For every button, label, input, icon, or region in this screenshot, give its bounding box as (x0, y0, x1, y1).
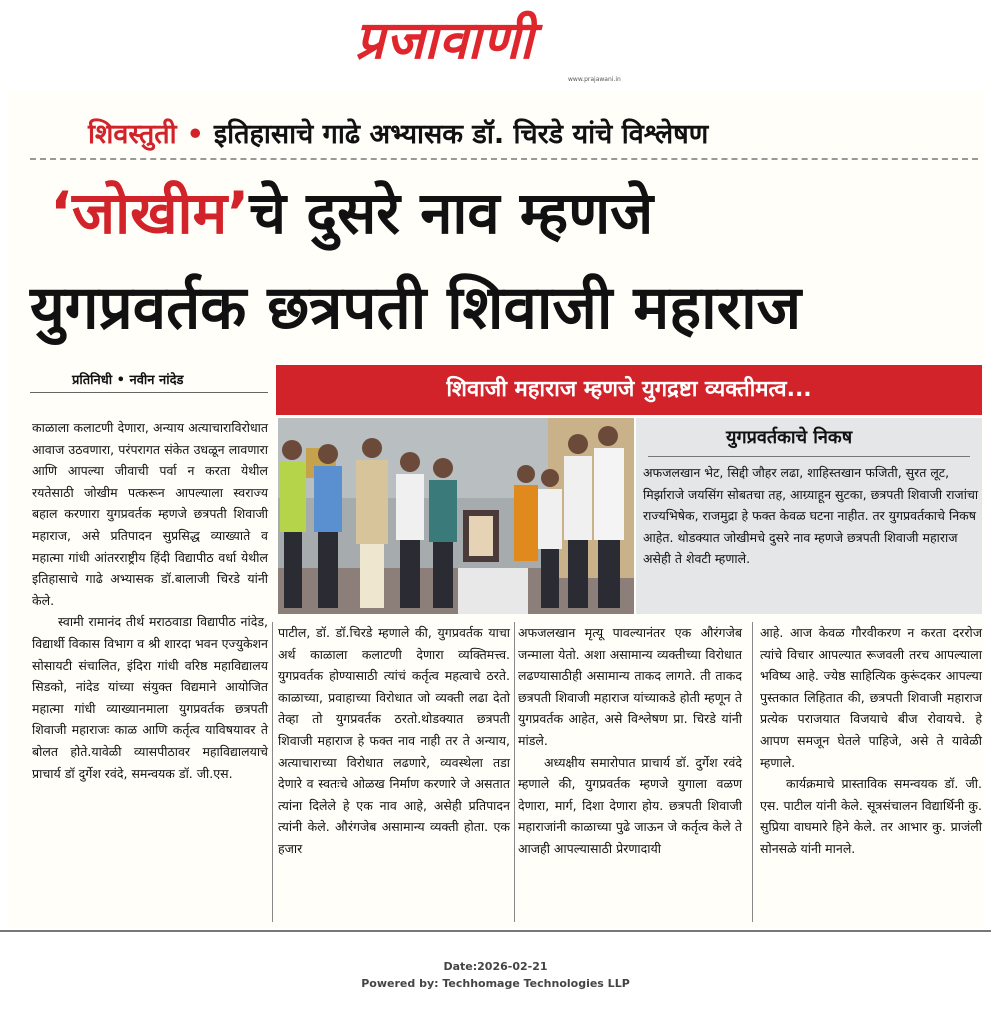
footer-date: Date:2026-02-21 (443, 960, 548, 973)
column-divider (272, 622, 273, 922)
paragraph: कार्यक्रमाचे प्रास्ताविक समन्वयक डॉ. जी. एस. पाटील यांनी केले. सूत्रसंचालन विद्यार्थिनी कु. सुप्रिया वाघमारे हिने केले. तर आभार कु. प्राजंली सोनसळे यांनी मानले. (760, 776, 982, 856)
kicker (88, 112, 708, 158)
headline-line-2: युगप्रवर्तक छत्रपती शिवाजी महाराज (30, 273, 802, 343)
headline-line-1-rest: चे दुसरे नाव म्हणजे (249, 179, 654, 247)
byline: प्रतिनिधी • नवीन नांदेड (72, 373, 184, 388)
paragraph: पाटील, डॉ. डॉ.चिरडे म्हणाले की, युगप्रवर्तक याचा अर्थ काळाला कलाटणी देणारा व्यक्तिमत्त्व. युगप्रवर्तक होण्यासाठी त्यांचं कर्तृत्व महत्वाचे ठरते. काळाच्या, प्रवाहाच्या विरोधात जो व्यक्ती लढा देतो तेव्हा तो युगप्रवर्तक ठरतो.थोडक्यात छत्रपती शिवाजी महाराज हे फक्त नाव नाही तर ते अन्याय, अत्याचाराच्या विरोधात लढणारे, व्यवस्थेला तडा देणारे व स्वतःचे ओळख निर्माण करणारे जे असतात त्यांना दिलेले हे एक नाव आहे, असेही प्रतिपादन त्यांनी केले. औरंगजेब असामान्य व्यक्ती होता. एक हजार (278, 625, 510, 856)
footer-divider (0, 930, 991, 932)
kicker-topic: शिवस्तुती (88, 119, 177, 150)
headline-highlight: ‘जोखीम’ (50, 179, 250, 247)
paragraph: काळाला कलाटणी देणारा, अन्याय अत्याचाराविरोधात आवाज उठवणारा, परंपरागत संकेत उधळून लावणारा आणि आपल्या जीवाची पर्वा न करता येथील रयतेसाठी जोखीम पत्करून आपल्याला स्वराज्य बहाल करणारा युगप्रवर्तक म्हणजे छत्रपती शिवाजी महाराज, असे प्रतिपादन सुप्रसिद्ध व्याख्याते व महात्मा गांधी आंतरराष्ट्रीय हिंदी विद्यापीठ वर्धा येथील इतिहासाचे गाढे अभ्यासक डॉ.बालाजी चिरडे यांनी केले. (32, 420, 268, 608)
event-photo-illustration (278, 418, 634, 614)
article-column-4 (760, 622, 982, 860)
paragraph: अफजलखान मृत्यू पावल्यानंतर एक औरंगजेब जन्माला येतो. अशा असामान्य व्यक्तीच्या विरोधात लढण्यासाठीही असामान्य ताकद लागते. ती ताकद छत्रपती शिवाजी महाराज यांच्याकडे होती म्हणून ते युगप्रवर्तक आहेत, असे विश्लेषण प्रा. चिरडे यांनी मांडले. (518, 625, 742, 748)
sidebar-divider (648, 456, 970, 457)
article-column-1 (32, 417, 268, 784)
paragraph: अध्यक्षीय समारोपात प्राचार्य डॉ. दुर्गेश रवंदे म्हणाले की, युगप्रवर्तक म्हणजे युगाला वळण देणारा, मार्ग, दिशा देणारा होय. छत्रपती शिवाजी महाराजांनी काळाच्या पुढे जाऊन जे कर्तृत्व केले ते आजही आपल्यासाठी प्रेरणादायी (518, 754, 742, 856)
kicker-divider (30, 158, 978, 160)
kicker-bullet: • (186, 119, 204, 150)
photo-banner: शिवाजी महाराज म्हणजे युगद्रष्टा व्यक्तीमत्व... (276, 365, 982, 415)
footer-powered-by[interactable]: Powered by: Techhomage Technologies LLP (361, 977, 630, 990)
paragraph: स्वामी रामानंद तीर्थ मराठवाडा विद्यापीठ नांदेड, विद्यार्थी विकास विभाग व श्री शारदा भवन एज्युकेशन सोसायटी संचालित, इंदिरा गांधी वरिष्ठ महाविद्यालय सिडको, नांदेड यांच्या संयुक्त विद्यमाने आयोजित महात्मा गांधी व्याख्यानमाला युगप्रवर्तक छत्रपती शिवाजी महाराजः काळ आणि कर्तृत्व याविषयावर ते बोलत होते.यावेळी व्यासपीठावर महाविद्यालयाचे प्राचार्य डॉ दुर्गेश रवंदे, समन्वयक डॉ. जी.एस. (32, 614, 268, 781)
column-divider (514, 622, 515, 922)
paragraph: आहे. आज केवळ गौरवीकरण न करता दररोज त्यांचे विचार आपल्यात रूजवली तरच आपल्याला भविष्य आहे. ज्येष्ठ साहित्यिक कुरूंदकर आपल्या पुस्तकात लिहितात की, छत्रपती शिवाजी महाराज प्रत्येक पराजयात विजयाचे बीज रोवायचे. हे आपण समजून घेतले पाहिजे, असे ते यावेळी म्हणाले. (760, 625, 982, 770)
article-column-3 (518, 622, 742, 860)
byline-divider (30, 392, 268, 393)
sidebar-title: युगप्रवर्तकाचे निकष (726, 427, 853, 448)
masthead (0, 0, 991, 92)
headline-line-1 (50, 166, 980, 260)
event-photo (278, 418, 634, 614)
article-column-2 (278, 622, 510, 860)
column-divider (752, 622, 753, 922)
footer (0, 958, 991, 992)
kicker-text: इतिहासाचे गाढे अभ्यासक डॉ. चिरडे यांचे विश्लेषण (213, 119, 709, 150)
newspaper-logo[interactable]: प्रजावाणी (355, 11, 535, 71)
logo-url: www.prajawani.in (568, 76, 621, 83)
sidebar-body: अफजलखान भेट, सिद्दी जौहर लढा, शाहिस्तखान फजिती, सुरत लूट, मिर्झाराजे जयसिंग सोबतचा तह, आग्र्याहून सुटका, छत्रपती शिवाजी राजांचा राज्यभिषेक, राजमुद्रा हे फक्त केवळ घटना नाहीत. तर युगप्रवर्तकाचे निकष आहेत. थोडक्यात जोखीमचे दुसरे नाव म्हणजे छत्रपती शिवाजी महाराज असेही ते शेवटी म्हणाले. (643, 465, 979, 566)
